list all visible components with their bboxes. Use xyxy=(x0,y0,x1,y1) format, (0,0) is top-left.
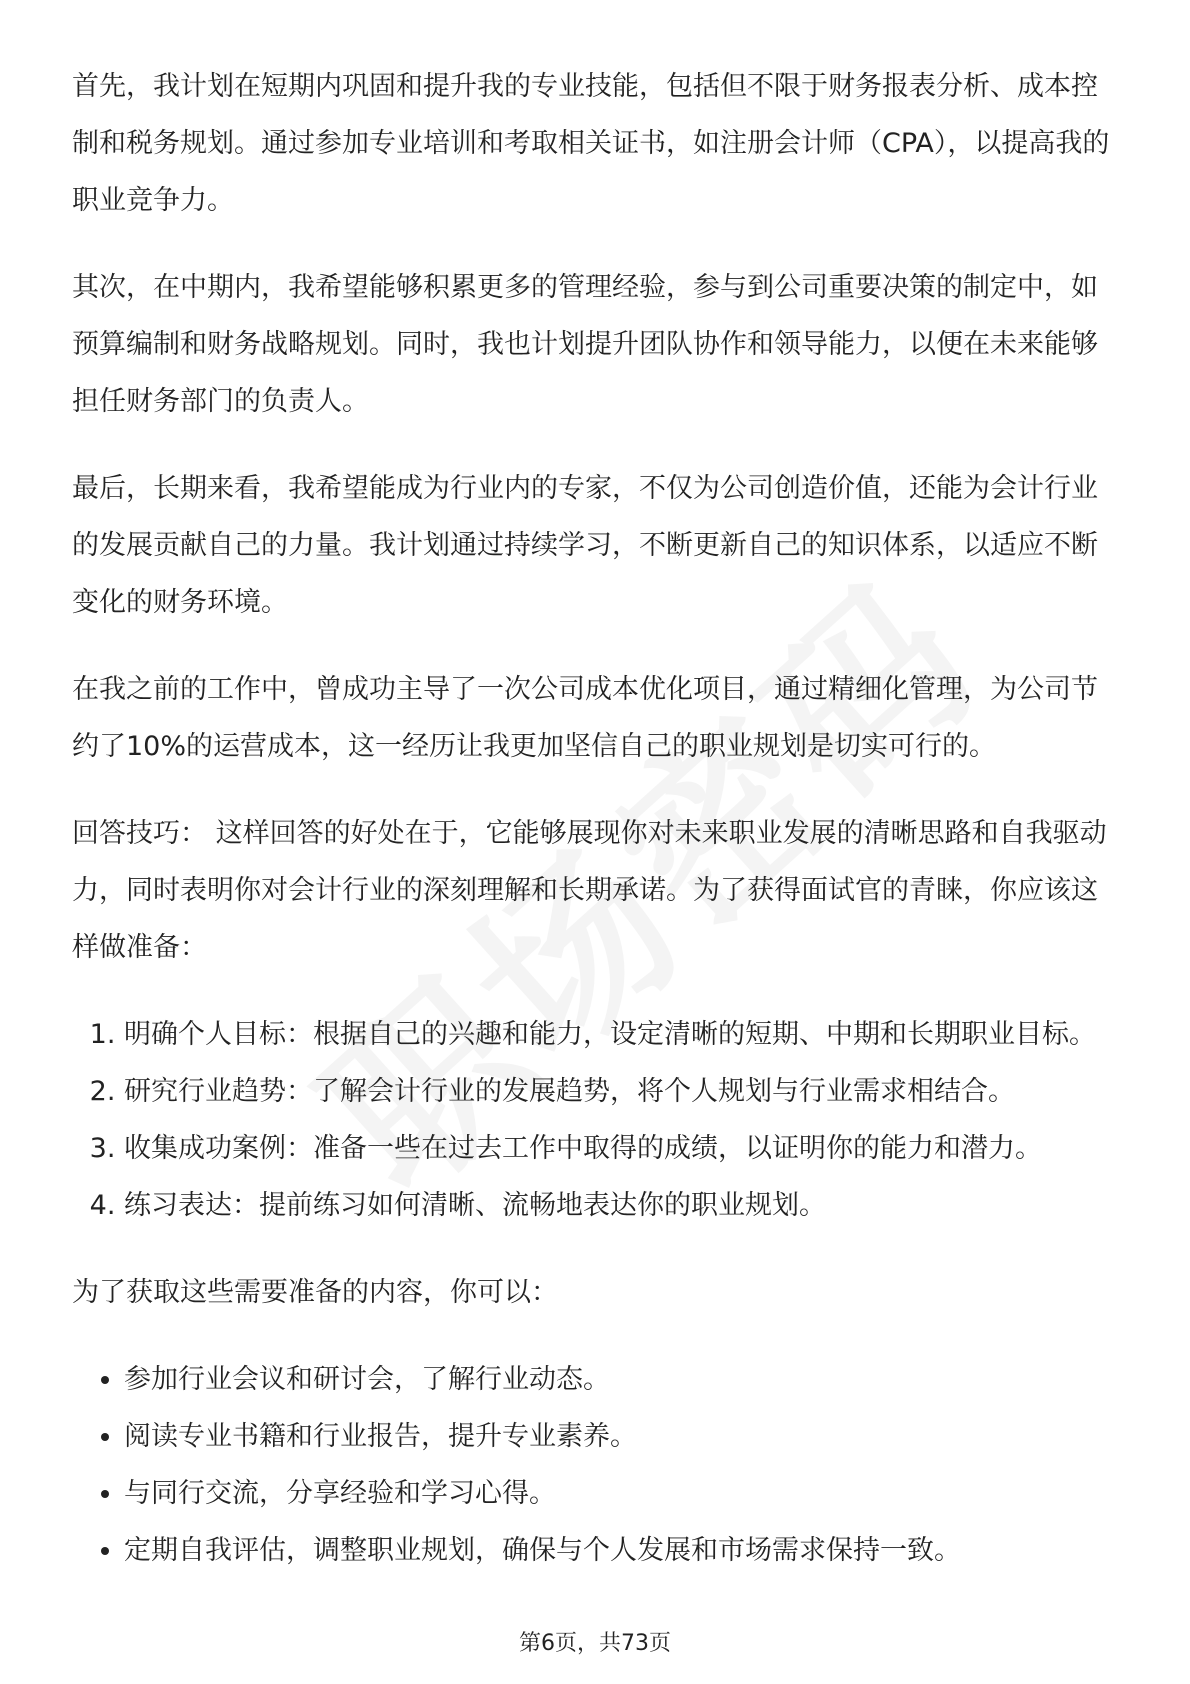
list-item: 3. 收集成功案例：准备一些在过去工作中取得的成绩，以证明你的能力和潜力。 xyxy=(124,1120,1122,1177)
list-item: • 阅读专业书籍和行业报告，提升专业素养。 xyxy=(124,1408,1122,1465)
paragraph-short-term: 首先，我计划在短期内巩固和提升我的专业技能，包括但不限于财务报表分析、成本控制和税务规划。通过参加专业培训和考取相关证书，如注册会计师（CPA），以提高我的职业竞争力。 xyxy=(72,71,1110,216)
paragraph-lead-in: 为了获取这些需要准备的内容，你可以： xyxy=(72,1277,558,1308)
list-item: 1. 明确个人目标：根据自己的兴趣和能力，设定清晰的短期、中期和长期职业目标。 xyxy=(124,1006,1122,1063)
list-item: • 与同行交流，分享经验和学习心得。 xyxy=(124,1465,1122,1522)
paragraph-mid-term: 其次，在中期内，我希望能够积累更多的管理经验，参与到公司重要决策的制定中，如预算编制和财务战略规划。同时，我也计划提升团队协作和领导能力，以便在未来能够担任财务部门的负责人。 xyxy=(72,272,1098,417)
paragraph-long-term: 最后，长期来看，我希望能成为行业内的专家，不仅为公司创造价值，还能为会计行业的发展贡献自己的力量。我计划通过持续学习，不断更新自己的知识体系，以适应不断变化的财务环境。 xyxy=(72,473,1098,618)
paragraph-past-experience: 在我之前的工作中，曾成功主导了一次公司成本优化项目，通过精细化管理，为公司节约了10%的运营成本，这一经历让我更加坚信自己的职业规划是切实可行的。 xyxy=(72,674,1098,762)
document-body xyxy=(72,58,1122,1579)
paragraph-answer-tips: 回答技巧： 这样回答的好处在于，它能够展现你对未来职业发展的清晰思路和自我驱动力，同时表明你对会计行业的深刻理解和长期承诺。为了获得面试官的青睐，你应该这样做准备： xyxy=(72,818,1107,963)
page-number-footer: 第6页，共73页 xyxy=(519,1631,671,1656)
list-item: 2. 研究行业趋势：了解会计行业的发展趋势，将个人规划与行业需求相结合。 xyxy=(124,1063,1122,1120)
list-item: • 定期自我评估，调整职业规划，确保与个人发展和市场需求保持一致。 xyxy=(124,1522,1122,1579)
resources-bullet-list xyxy=(72,1351,1122,1579)
list-item: • 参加行业会议和研讨会，了解行业动态。 xyxy=(124,1351,1122,1408)
preparation-steps-list xyxy=(72,1006,1122,1234)
list-item: 4. 练习表达：提前练习如何清晰、流畅地表达你的职业规划。 xyxy=(124,1177,1122,1234)
